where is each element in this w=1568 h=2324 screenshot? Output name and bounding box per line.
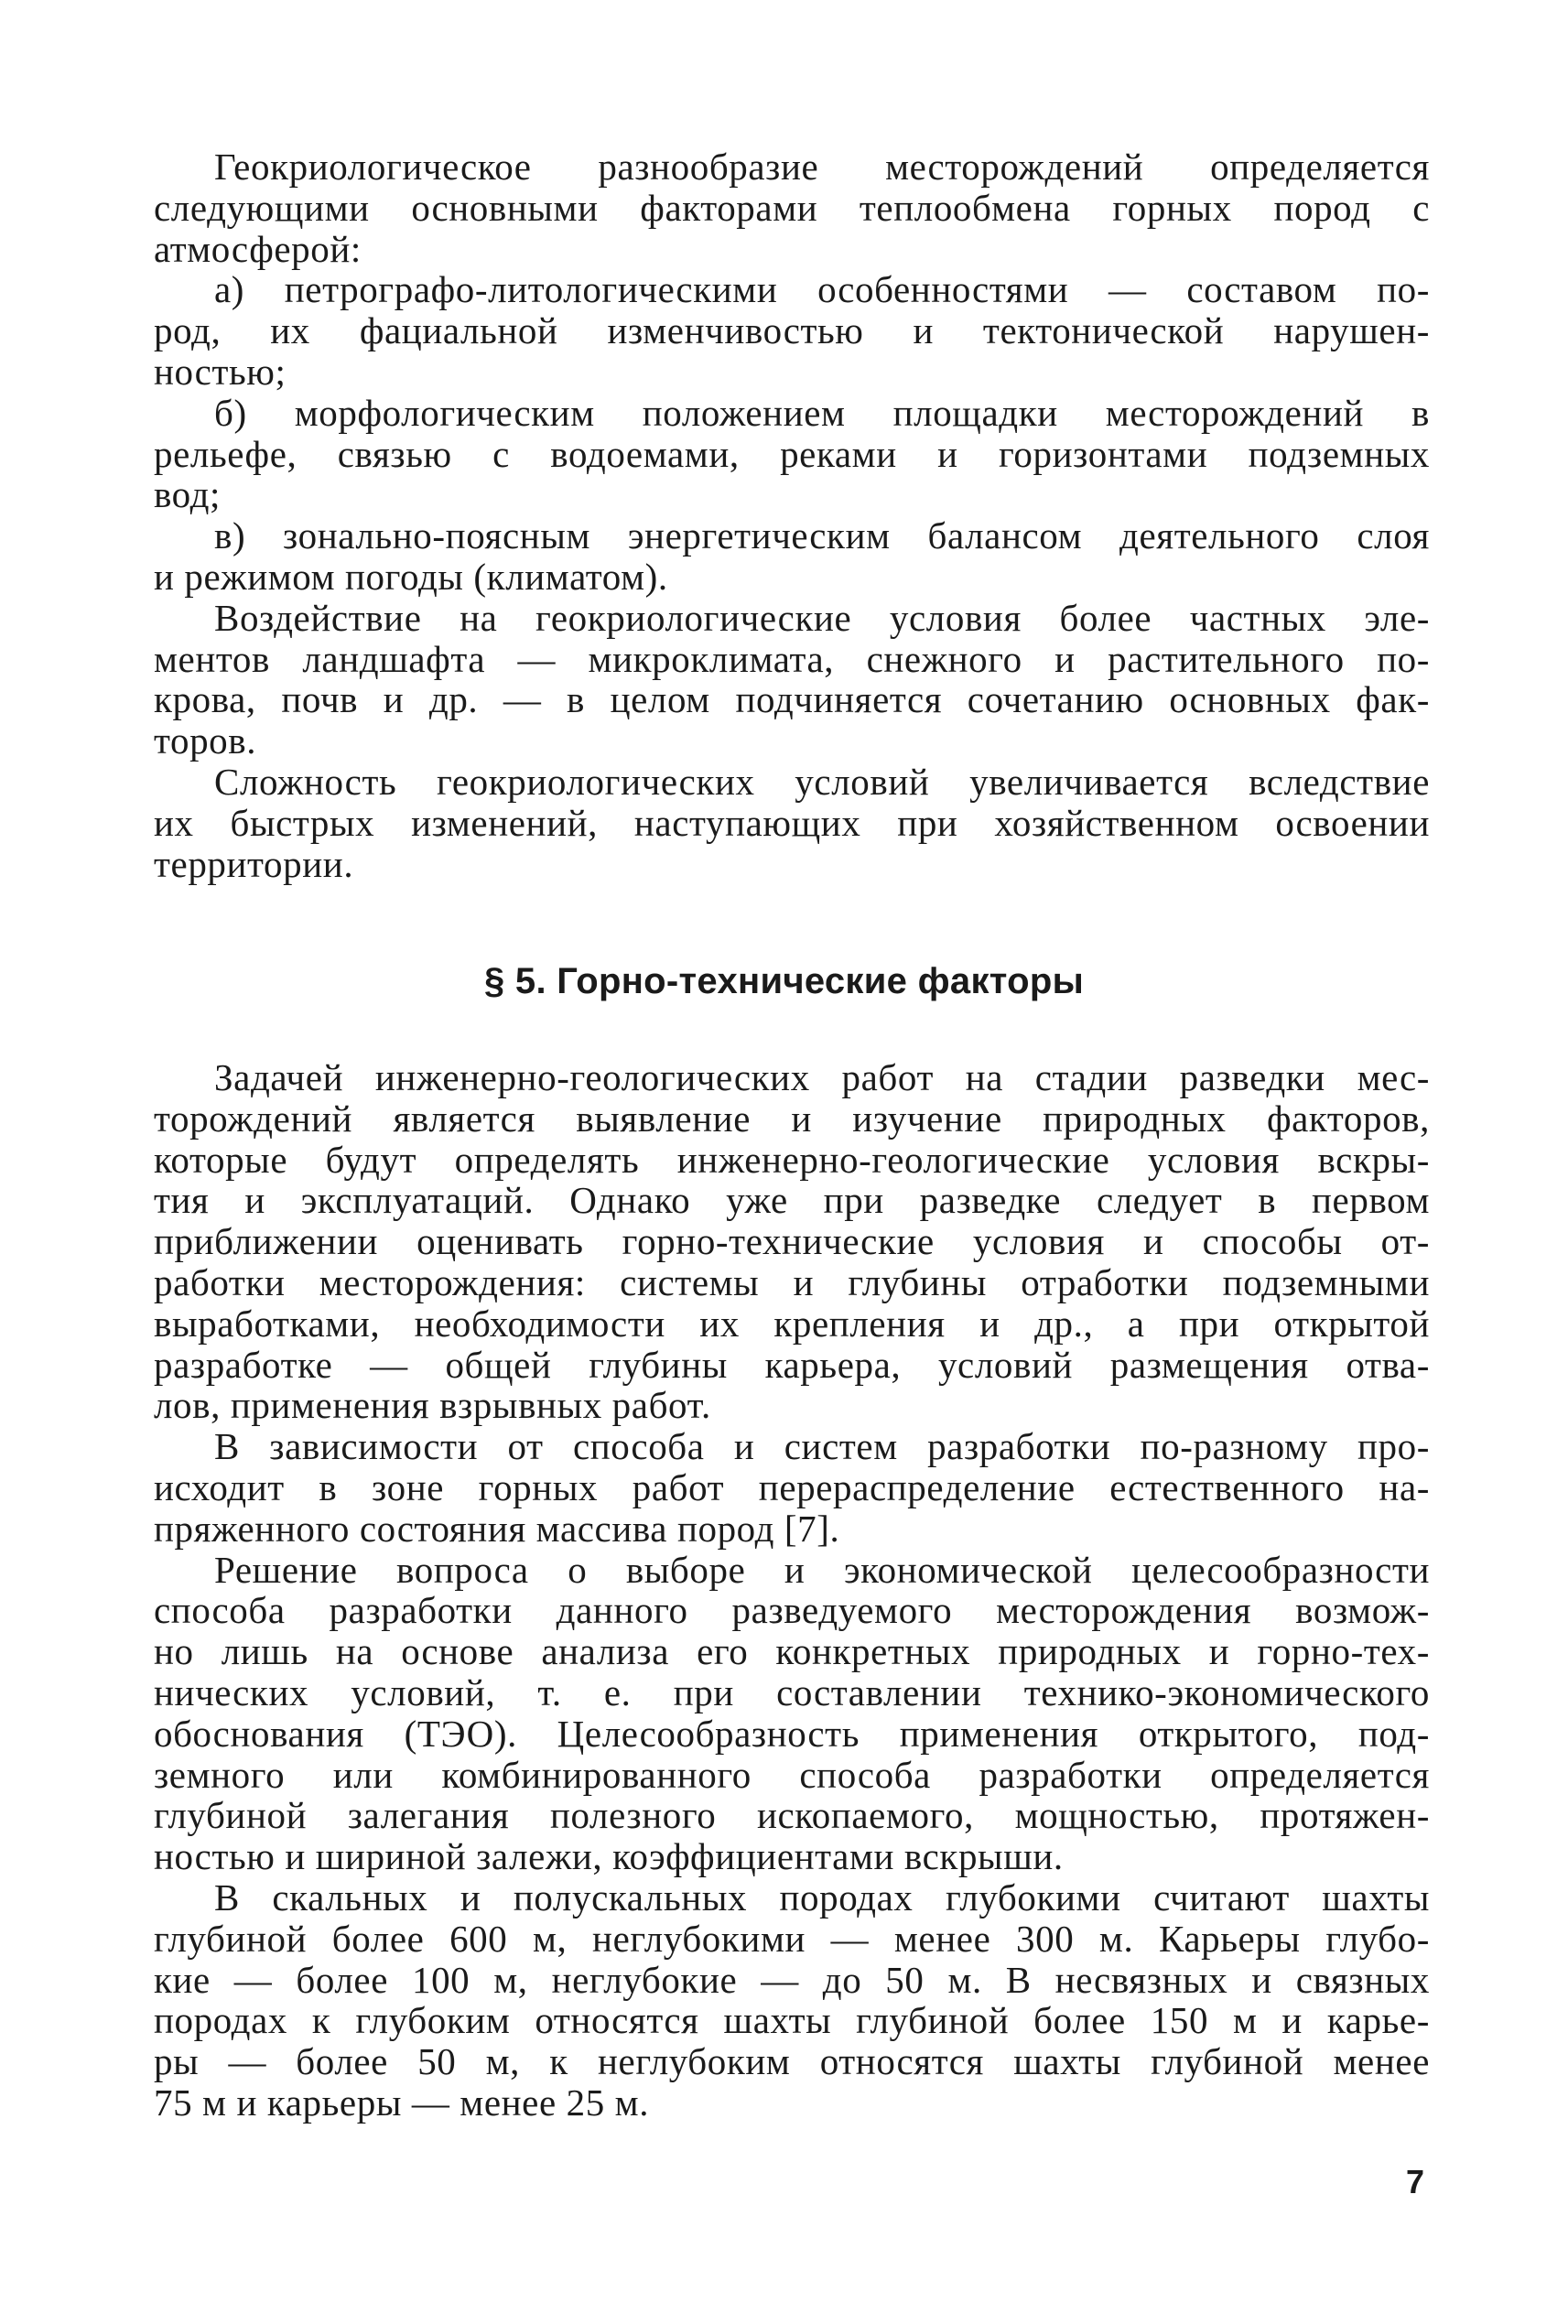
- section-mining-factors: [154, 1057, 1430, 2124]
- text-line: б) морфологическим положением площадки месторождений в: [214, 391, 1430, 434]
- text-line: кие — более 100 м, неглубокие — до 50 м. В несвязных и связных: [154, 1958, 1430, 2001]
- text-line: Решение вопроса о выборе и экономической целесообразности: [214, 1548, 1430, 1591]
- text-line: Сложность геокриологических условий увеличивается вследствие: [214, 760, 1430, 803]
- text-line: которые будут определять инженерно-геологические условия вскры-: [154, 1138, 1430, 1181]
- text-line: нических условий, т. е. при составлении технико-экономического: [154, 1670, 1430, 1713]
- text-line: ры — более 50 м, к неглубоким относятся шахты глубиной менее: [154, 2040, 1430, 2083]
- text-line: и режимом погоды (климатом).: [154, 555, 668, 598]
- text-line: следующими основными факторами теплообмена горных пород с: [154, 186, 1430, 229]
- text-line: исходит в зоне горных работ перераспределение естественного на-: [154, 1465, 1430, 1508]
- text-line: атмосферой:: [154, 227, 362, 270]
- text-line: земного или комбинированного способа разработки определяется: [154, 1753, 1430, 1796]
- text-line: а) петрографо-литологическими особенностями — составом по-: [214, 268, 1430, 311]
- text-line: ностью;: [154, 350, 287, 393]
- text-line: род, их фациальной изменчивостью и тектонической нарушен-: [154, 309, 1430, 352]
- text-line: Геокриологическое разнообразие месторождений определяется: [214, 146, 1430, 188]
- text-line: породах к глубоким относятся шахты глубиной более 150 м и карье-: [154, 1999, 1430, 2042]
- text-line: ментов ландшафта — микроклимата, снежного и растительного по-: [154, 637, 1430, 680]
- text-line: пряженного состояния массива пород [7].: [154, 1507, 840, 1550]
- text-line: В зависимости от способа и систем разработки по-разному про-: [214, 1425, 1430, 1468]
- text-line: ностью и шириной залежи, коэффициентами вскрыши.: [154, 1835, 1064, 1878]
- text-line: тия и эксплуатаций. Однако уже при разведке следует в первом: [154, 1179, 1430, 1222]
- text-line: вод;: [154, 473, 222, 516]
- text-line: крова, почв и др. — в целом подчиняется сочетанию основных фак-: [154, 678, 1430, 721]
- text-line: рельефе, связью с водоемами, реками и горизонтами подземных: [154, 432, 1430, 475]
- text-line: торов.: [154, 719, 257, 762]
- text-line: выработками, необходимости их крепления и др., а при открытой: [154, 1302, 1430, 1345]
- text-line: лов, применения взрывных работ.: [154, 1384, 711, 1427]
- text-line: территории.: [154, 842, 354, 885]
- text-line: но лишь на основе анализа его конкретных природных и горно-тех-: [154, 1630, 1430, 1673]
- text-line: в) зонально-поясным энергетическим балансом деятельного слоя: [214, 514, 1430, 557]
- text-line: В скальных и полускальных породах глубокими считают шахты: [214, 1875, 1430, 1919]
- section-heading: § 5. Горно-технические факторы: [483, 961, 1085, 1001]
- text-line: торождений является выявление и изучение природных факторов,: [154, 1097, 1430, 1140]
- text-line: 75 м и карьеры — менее 25 м.: [154, 2081, 650, 2124]
- text-line: Задачей инженерно-геологических работ на стадии разведки мес-: [214, 1056, 1430, 1098]
- text-line: глубиной более 600 м, неглубокими — менее 300 м. Карьеры глубо-: [154, 1917, 1430, 1960]
- section-geocryology: [154, 146, 1430, 884]
- text-line: работки месторождения: системы и глубины отработки подземными: [154, 1260, 1430, 1303]
- text-line: Воздействие на геокриологические условия более частных эле-: [214, 596, 1430, 639]
- text-line: способа разработки данного разведуемого месторождения возмож-: [154, 1589, 1430, 1632]
- page-number: 7: [1406, 2163, 1425, 2200]
- text-line: обоснования (ТЭО). Целесообразность применения открытого, под-: [154, 1712, 1430, 1755]
- text-line: их быстрых изменений, наступающих при хозяйственном освоении: [154, 801, 1430, 844]
- text-line: приближении оценивать горно-технические условия и способы от-: [154, 1220, 1430, 1263]
- text-line: глубиной залегания полезного ископаемого, мощностью, протяжен-: [154, 1794, 1430, 1837]
- text-line: разработке — общей глубины карьера, условий размещения отва-: [154, 1343, 1430, 1386]
